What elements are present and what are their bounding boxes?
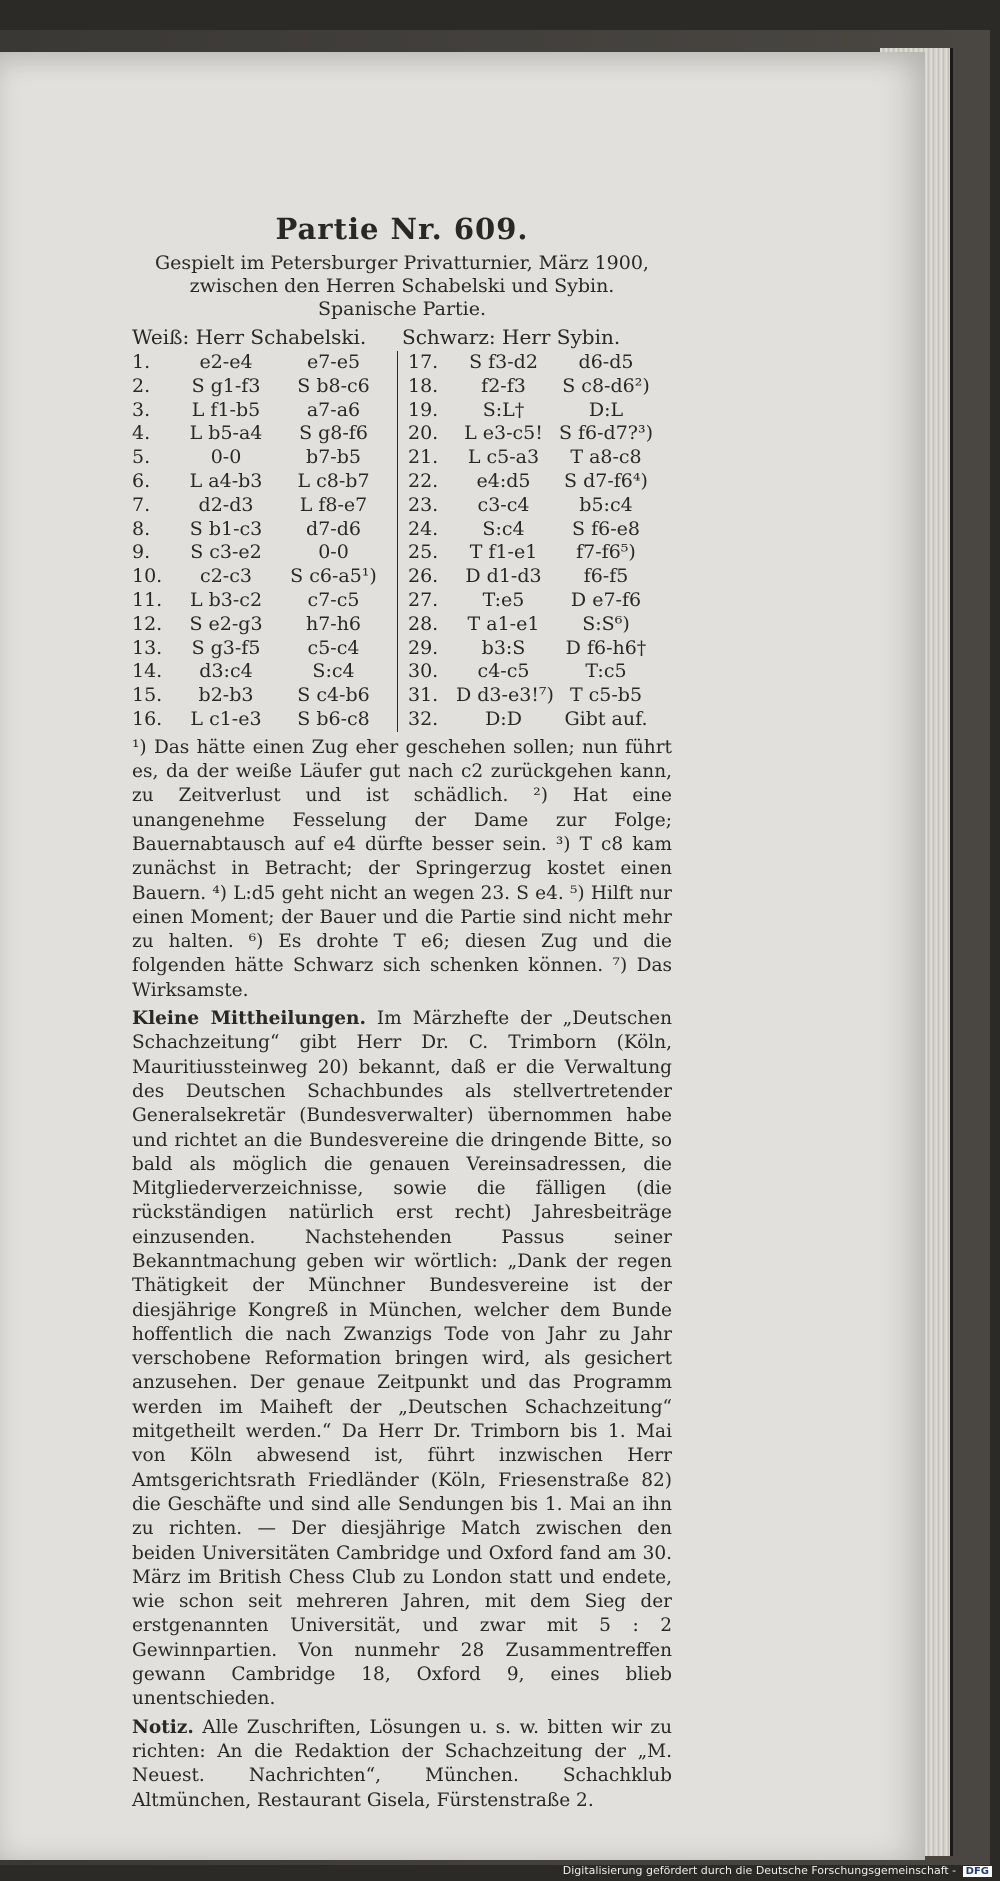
move-row — [408, 541, 668, 565]
move-row — [408, 708, 668, 732]
move-row — [408, 351, 668, 375]
black-move: S c6-a5¹) — [290, 565, 377, 588]
move-row — [408, 589, 668, 613]
dfg-logo: DFG — [963, 1866, 992, 1877]
move-row — [132, 399, 397, 423]
black-move: h7-h6 — [305, 612, 362, 635]
black-move: Gibt auf. — [564, 707, 648, 730]
move-number: 25. — [408, 541, 439, 564]
white-move: d2-d3 — [198, 493, 254, 516]
move-row — [408, 494, 668, 518]
move-number: 10. — [132, 565, 163, 588]
notice-text: Alle Zuschriften, Lösungen u. s. w. bitten wir zu richten: An die Redaktion der Schachzeitung der „M. Neuest. Nachrichten“, München. Schachklub Altmünchen, Restaurant Gisela, Fürstenstraße 2. — [132, 1716, 672, 1811]
black-move: d7-d6 — [306, 517, 361, 540]
black-move: d6-d5 — [578, 351, 634, 373]
move-row — [408, 660, 668, 684]
game-subtitle-1: Gespielt im Petersburger Privatturnier, März 1900, — [155, 252, 649, 274]
white-move: e4:d5 — [476, 469, 531, 492]
move-row — [132, 708, 397, 732]
move-number: 23. — [408, 493, 439, 516]
move-row — [408, 399, 668, 423]
move-row — [408, 470, 668, 494]
move-table — [132, 351, 672, 732]
opening-name: Spanische Partie. — [317, 298, 487, 320]
move-row — [132, 613, 397, 637]
move-number: 15. — [132, 684, 163, 707]
move-number: 7. — [132, 493, 151, 516]
white-move: L c5-a3 — [467, 446, 540, 469]
move-row — [408, 446, 668, 470]
black-move: S c4-b6 — [297, 684, 370, 707]
black-move: L c8-b7 — [297, 469, 370, 492]
white-move: c3-c4 — [477, 493, 530, 516]
white-move: S f3-d2 — [469, 351, 538, 373]
white-move: S c3-e2 — [190, 541, 262, 564]
black-move: D e7-f6 — [570, 588, 642, 611]
white-move: S:c4 — [482, 517, 525, 540]
white-move: S g3-f5 — [191, 636, 261, 659]
news-section — [132, 1007, 672, 1712]
move-number: 17. — [408, 351, 439, 373]
white-move: T a1-e1 — [467, 612, 540, 635]
news-text: Im Märzhefte der „Deutschen Schachzeitung“ gibt Herr Dr. C. Trimborn (Köln, Mauritiussteinweg 20) bekannt, daß er die Verwaltung des Deutschen Schachbundes als stellvertretender Generalsekretär (Bundesverwalter) übernommen habe und richtet an die Bundesvereine die dringende Bitte, so bald als möglich die genauen Vereinsadressen, die Mitgliederverzeichnisse, sowie die fälligen (die rückständigen natürlich erst recht) Jahresbeiträge einzusenden. Nachstehenden Passus seiner Bekanntmachung geben wir wörtlich: „Dank der regen Thätigkeit der Münchner Bundesvereine ist der diesjährige Kongreß in München, welcher dem Bunde hoffentlich die nach Zwanzigs Tode von Jahr zu Jahr verschobene Reformation bringen wird, als gesichert anzusehen. Der genaue Zeitpunkt und das Programm werden im Maiheft der „Deutschen Schachzeitung“ mitgetheilt werden.“ Da Herr Dr. Trimborn bis 1. Mai von Köln abwesend ist, führt inzwischen Herr Amtsgerichtsrath Friedländer (Köln, Friesenstraße 82) die Geschäfte und sind alle Sendungen bis 1. Mai an ihn zu richten. — Der diesjährige Match zwischen den beiden Universitäten Cambridge und Oxford fand am 30. März im British Chess Club zu London statt und endete, wie schon seit mehreren Jahren, mit dem Sieg der erstgenannten Universität, und zwar mit 5 : 2 Gewinnpartien. Von nunmehr 28 Zusammentreffen gewann Cambridge 18, Oxford 9, eines blieb unentschieden. — [132, 1008, 672, 1710]
move-row — [132, 446, 397, 470]
notice-section — [132, 1716, 672, 1813]
white-move: L c1-e3 — [190, 707, 262, 730]
white-move: D:D — [485, 707, 522, 730]
white-move: b3:S — [481, 636, 526, 659]
black-move: f7-f6⁵) — [576, 541, 636, 564]
white-move: f2-f3 — [481, 374, 526, 397]
white-move: L b3-c2 — [189, 588, 263, 611]
notice-heading: Notiz. — [132, 1716, 194, 1738]
black-move: L f8-e7 — [299, 493, 368, 516]
footer-text: Digitalisierung gefördert durch die Deutsche Forschungsgemeinschaft - — [562, 1864, 957, 1877]
move-number: 4. — [132, 422, 151, 445]
move-number: 30. — [408, 660, 439, 683]
white-move: T f1-e1 — [469, 541, 538, 564]
move-number: 19. — [408, 398, 439, 421]
black-move: c5-c4 — [307, 636, 360, 659]
move-number: 3. — [132, 398, 151, 421]
move-row — [408, 637, 668, 661]
black-move: b5:c4 — [579, 493, 633, 516]
white-move: D d3-e3!⁷) — [456, 684, 554, 707]
move-number: 12. — [132, 612, 163, 635]
player-headings — [132, 325, 672, 349]
move-number: 11. — [132, 588, 163, 611]
black-move: S g8-f6 — [299, 422, 368, 445]
move-row — [132, 660, 397, 684]
move-row — [132, 684, 397, 708]
move-number: 29. — [408, 636, 439, 659]
black-move: S f6-e8 — [572, 517, 640, 540]
digitization-footer — [563, 1864, 992, 1877]
move-number: 21. — [408, 446, 439, 469]
black-move: T c5-b5 — [569, 684, 643, 707]
move-number: 13. — [132, 636, 163, 659]
move-number: 24. — [408, 517, 439, 540]
white-move: S e2-g3 — [189, 612, 263, 635]
white-move: L f1-b5 — [191, 398, 261, 421]
white-move: d3:c4 — [199, 660, 253, 683]
move-row — [408, 375, 668, 399]
white-move: c2-c3 — [200, 565, 252, 588]
black-move: c7-c5 — [307, 588, 360, 611]
move-number: 1. — [132, 351, 151, 373]
black-move: S f6-d7?³) — [558, 422, 654, 445]
move-number: 6. — [132, 469, 151, 492]
move-row — [408, 613, 668, 637]
black-move: D f6-h6† — [565, 636, 647, 659]
move-row — [408, 565, 668, 589]
move-number: 32. — [408, 707, 439, 730]
game-subtitle-2: zwischen den Herren Schabelski und Sybin. — [189, 275, 615, 297]
black-move: a7-a6 — [306, 398, 361, 421]
black-move: T a8-c8 — [570, 446, 642, 469]
move-number: 2. — [132, 374, 151, 397]
move-number: 18. — [408, 374, 439, 397]
move-row — [408, 422, 668, 446]
move-number: 16. — [132, 707, 163, 730]
move-number: 20. — [408, 422, 439, 445]
white-player: Weiß: Herr Schabelski. — [132, 325, 367, 349]
black-move: D:L — [588, 398, 624, 421]
black-move: S d7-f6⁴) — [564, 469, 648, 492]
move-number: 28. — [408, 612, 439, 635]
move-row — [132, 470, 397, 494]
white-move: L a4-b3 — [189, 469, 263, 492]
move-row — [132, 541, 397, 565]
black-move: b7-b5 — [306, 446, 361, 469]
moves-right-column — [397, 351, 668, 732]
white-move: b2-b3 — [198, 684, 254, 707]
news-heading: Kleine Mittheilungen. — [132, 1008, 366, 1030]
black-move: S:S⁶) — [582, 612, 630, 635]
white-move: S g1-f3 — [191, 374, 261, 397]
black-move: S c8-d6²) — [562, 374, 650, 397]
black-move: S:c4 — [312, 660, 355, 683]
black-move: T:c5 — [585, 660, 627, 683]
game-title: Partie Nr. 609. — [275, 212, 529, 246]
move-row — [132, 422, 397, 446]
game-notes: ¹) Das hätte einen Zug eher geschehen sollen; nun führt es, da der weiße Läufer gut nach c2 zurückgehen kann, zu Zeitverlust und ist schädlich. ²) Hat eine unangenehme Fesselung der Dame zur Folge; Bauernabtausch auf e4 dürfte besser sein. ³) T c8 kam zunächst in Betracht; der Springerzug kostet einen Bauern. ⁴) L:d5 geht nicht an wegen 23. S e4. ⁵) Hilft nur einen Moment; der Bauer und die Partie sind nicht mehr zu halten. ⁶) Es drohte T e6; diesen Zug und die folgenden hätte Schwarz sich schenken können. ⁷) Das Wirksamste. — [132, 736, 672, 1001]
white-move: c4-c5 — [477, 660, 530, 683]
white-move: T:e5 — [482, 588, 525, 611]
black-move: S b8-c6 — [297, 374, 370, 397]
black-move: S b6-c8 — [297, 707, 370, 730]
move-row — [132, 637, 397, 661]
moves-left-column — [132, 351, 397, 732]
move-number: 27. — [408, 588, 439, 611]
move-number: 26. — [408, 565, 439, 588]
move-number: 14. — [132, 660, 163, 683]
white-move: L e3-c5! — [464, 422, 543, 445]
move-number: 8. — [132, 517, 151, 540]
black-move: 0-0 — [318, 541, 349, 564]
move-row — [132, 375, 397, 399]
move-number: 5. — [132, 446, 151, 469]
move-row — [408, 684, 668, 708]
move-row — [132, 518, 397, 542]
white-move: S b1-c3 — [189, 517, 263, 540]
page-content — [132, 212, 672, 1813]
move-number: 22. — [408, 469, 439, 492]
white-move: 0-0 — [210, 446, 242, 469]
white-move: S:L† — [482, 398, 525, 421]
white-move: e2-e4 — [199, 351, 253, 373]
move-number: 31. — [408, 684, 439, 707]
white-move: L b5-a4 — [189, 422, 263, 445]
black-move: e7-e5 — [306, 351, 361, 373]
white-move: D d1-d3 — [465, 565, 542, 588]
black-move: f6-f5 — [583, 565, 629, 588]
move-row — [132, 589, 397, 613]
move-number: 9. — [132, 541, 151, 564]
move-row — [132, 351, 397, 375]
move-row — [408, 518, 668, 542]
move-row — [132, 494, 397, 518]
move-row — [132, 565, 397, 589]
black-player: Schwarz: Herr Sybin. — [402, 325, 621, 349]
